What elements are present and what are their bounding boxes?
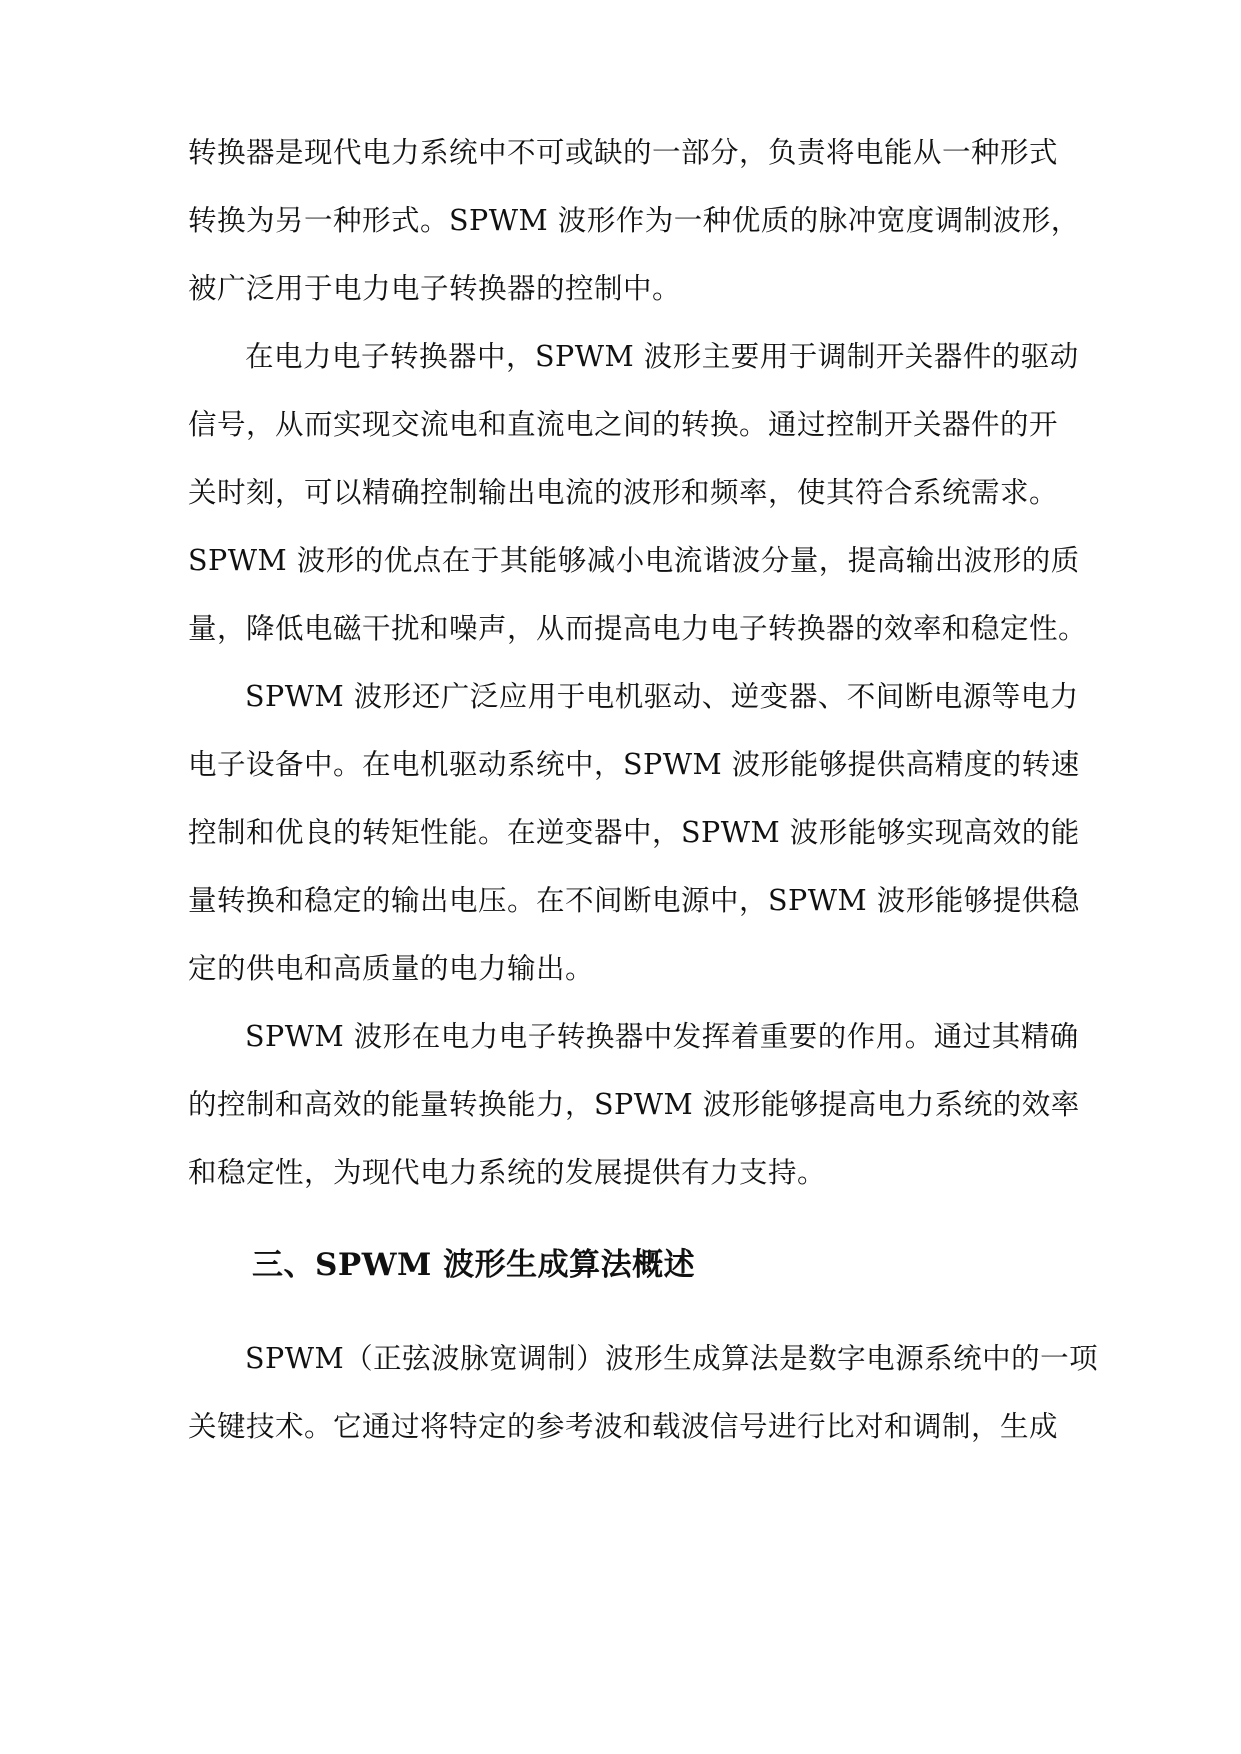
paragraph-2-line-1: 在电力电子转换器中，SPWM 波形主要用于调制开关器件的驱动: [245, 340, 1079, 373]
paragraph-1-line-3: 被广泛用于电力电子转换器的控制中。: [188, 272, 682, 305]
paragraph-4-line-3: 和稳定性，为现代电力系统的发展提供有力支持。: [188, 1156, 827, 1189]
paragraph-1-line-2: 转换为另一种形式。SPWM 波形作为一种优质的脉冲宽度调制波形，: [188, 204, 1080, 237]
paragraph-3-line-3: 控制和优良的转矩性能。在逆变器中，SPWM 波形能够实现高效的能: [188, 816, 1080, 849]
paragraph-2-line-4: SPWM 波形的优点在于其能够减小电流谐波分量，提高输出波形的质: [188, 544, 1080, 577]
paragraph-2-line-2: 信号，从而实现交流电和直流电之间的转换。通过控制开关器件的开: [188, 408, 1059, 441]
paragraph-2-line-3: 关时刻，可以精确控制输出电流的波形和频率，使其符合系统需求。: [188, 476, 1059, 509]
paragraph-3-line-1: SPWM 波形还广泛应用于电机驱动、逆变器、不间断电源等电力: [245, 680, 1079, 713]
section-paragraph-line-2: 关键技术。它通过将特定的参考波和载波信号进行比对和调制，生成: [188, 1410, 1059, 1443]
paragraph-4-line-1: SPWM 波形在电力电子转换器中发挥着重要的作用。通过其精确: [245, 1020, 1079, 1053]
section-heading: 三、SPWM 波形生成算法概述: [252, 1247, 696, 1283]
paragraph-3-line-4: 量转换和稳定的输出电压。在不间断电源中，SPWM 波形能够提供稳: [188, 884, 1080, 917]
section-paragraph-line-1: SPWM（正弦波脉宽调制）波形生成算法是数字电源系统中的一项: [245, 1342, 1099, 1375]
paragraph-3-line-5: 定的供电和高质量的电力输出。: [188, 952, 595, 985]
paragraph-3-line-2: 电子设备中。在电机驱动系统中，SPWM 波形能够提供高精度的转速: [188, 748, 1080, 781]
paragraph-2-line-5: 量，降低电磁干扰和噪声，从而提高电力电子转换器的效率和稳定性。: [188, 612, 1088, 645]
paragraph-4-line-2: 的控制和高效的能量转换能力，SPWM 波形能够提高电力系统的效率: [188, 1088, 1080, 1121]
paragraph-1-line-1: 转换器是现代电力系统中不可或缺的一部分，负责将电能从一种形式: [188, 136, 1059, 169]
